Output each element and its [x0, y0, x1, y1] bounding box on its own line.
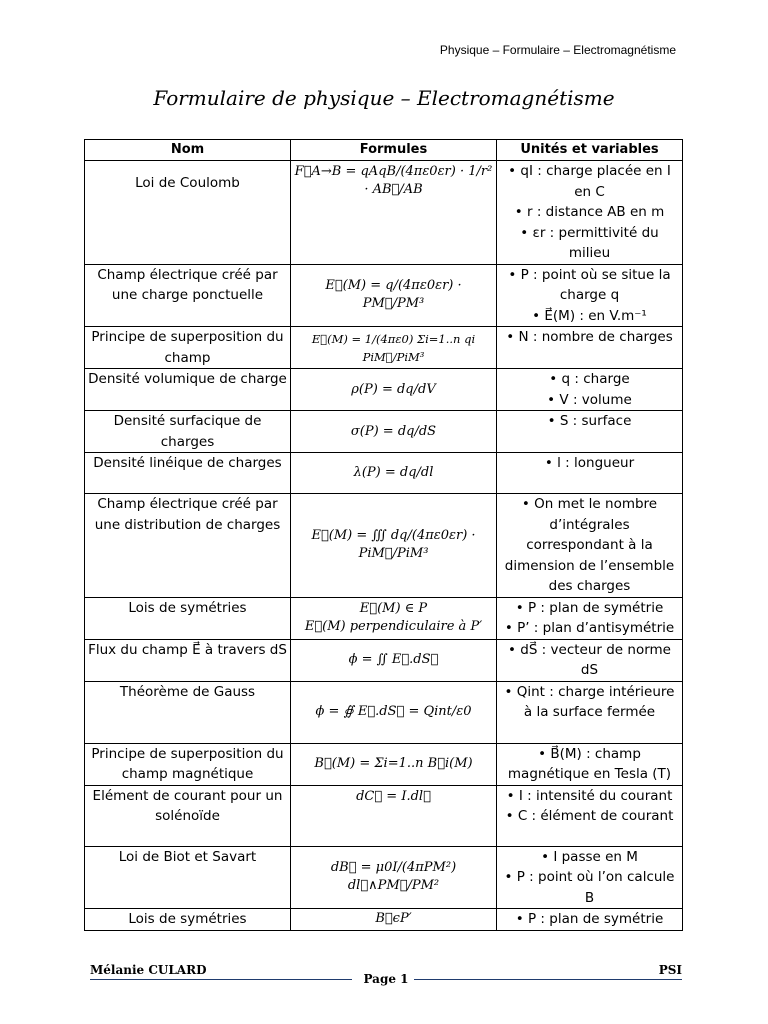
formula-line: E⃗(M) ∈ P — [359, 600, 428, 616]
table-row — [85, 453, 683, 494]
units-line: • r : distance AB en m — [514, 204, 665, 220]
footer-page-number: Page 1 — [363, 972, 409, 986]
formula-text: ρ(P) = dq/dV — [351, 381, 436, 397]
units-line: • P : plan de symétrie — [515, 599, 664, 616]
formula-text: B⃗(M) = Σi=1..n B⃗i(M) — [314, 756, 473, 771]
footer-author: Mélanie CULARD — [90, 963, 207, 977]
units-line: • Qint : charge intérieure à la surface fermée — [504, 683, 675, 720]
row-units — [497, 846, 683, 909]
formula-text: λ(P) = dq/dl — [353, 465, 434, 480]
row-name: Champ électrique créé par une charge ponctuelle — [85, 264, 291, 327]
table-row — [85, 909, 683, 931]
row-name: Densité surfacique de charges — [85, 411, 291, 453]
row-name: Théorème de Gauss — [85, 681, 291, 743]
row-units — [497, 909, 683, 931]
row-units — [497, 161, 683, 265]
units-line: • P : plan de symétrie — [515, 911, 664, 927]
units-line: • B⃗(M) : champ magnétique en Tesla (T) — [507, 745, 672, 782]
formula-table — [84, 139, 683, 931]
formula-text: ϕ = ∬ E⃗.dS⃗ — [348, 652, 439, 667]
units-line: • l : longueur — [544, 455, 635, 471]
table-row — [85, 369, 683, 411]
units-line: • εr : permittivité du milieu — [520, 224, 659, 261]
row-units — [497, 639, 683, 681]
row-formula — [291, 264, 497, 327]
row-units — [497, 369, 683, 411]
row-formula — [291, 743, 497, 785]
footer-class: PSI — [658, 963, 682, 977]
units-line: • On met le nombre d’intégrales correspondant à la dimension de l’ensemble des charges — [504, 496, 675, 594]
table-row — [85, 264, 683, 327]
row-units — [497, 494, 683, 598]
units-line: • I : intensité du courant — [506, 787, 673, 804]
footer-rule-right — [414, 979, 682, 980]
column-header-nom: Nom — [85, 140, 291, 161]
formula-text: E⃗(M) = q/(4πε0εr) · PM⃗/PM³ — [325, 278, 462, 312]
page-footer — [90, 963, 682, 993]
units-line: • V : volume — [547, 391, 632, 408]
row-formula — [291, 846, 497, 909]
table-row — [85, 494, 683, 598]
row-name: Loi de Coulomb — [85, 161, 291, 265]
table-row — [85, 785, 683, 846]
page-title: Formulaire de physique – Electromagnétisme — [153, 86, 615, 110]
units-line: • N : nombre de charges — [506, 329, 673, 345]
running-header: Physique – Formulaire – Electromagnétisme — [439, 43, 676, 57]
table-header-row — [85, 140, 683, 161]
row-name: Principe de superposition du champ — [85, 327, 291, 369]
row-formula — [291, 161, 497, 265]
row-name: Elément de courant pour un solénoïde — [85, 785, 291, 846]
formula-text: ϕ = ∯ E⃗.dS⃗ = Qint/ε0 — [315, 704, 472, 719]
row-units — [497, 411, 683, 453]
formula-text: E⃗(M) = ∭ dq/(4πε0εr) · PiM⃗/PiM³ — [311, 528, 476, 562]
row-formula — [291, 639, 497, 681]
row-units — [497, 743, 683, 785]
row-units — [497, 453, 683, 494]
table-row — [85, 639, 683, 681]
table-row — [85, 411, 683, 453]
row-units — [497, 327, 683, 369]
row-name: Flux du champ E⃗ à travers dS — [85, 639, 291, 681]
units-line: • C : élément de courant — [505, 808, 674, 824]
units-line: • P : point où l’on calcule B — [504, 869, 675, 906]
row-units — [497, 597, 683, 639]
table-row — [85, 597, 683, 639]
column-header-unites: Unités et variables — [497, 140, 683, 161]
units-line: • I passe en M — [541, 848, 638, 865]
table-row — [85, 743, 683, 785]
formula-text: dB⃗ = μ0I/(4πPM²) dl⃗∧PM⃗/PM² — [330, 860, 457, 894]
formula-line: E⃗(M) perpendiculaire à P′ — [304, 618, 483, 634]
row-name: Loi de Biot et Savart — [85, 846, 291, 909]
row-formula — [291, 369, 497, 411]
row-formula — [291, 411, 497, 453]
table-row — [85, 681, 683, 743]
column-header-formules: Formules — [291, 140, 497, 161]
row-formula — [291, 494, 497, 598]
table-row — [85, 161, 683, 265]
row-formula — [291, 681, 497, 743]
row-formula — [291, 597, 497, 639]
units-line: • dS⃗ : vecteur de norme dS — [508, 641, 671, 678]
table-row — [85, 846, 683, 909]
row-units — [497, 681, 683, 743]
units-line: • P : point où se situe la charge q — [508, 266, 671, 303]
row-name: Champ électrique créé par une distribution de charges — [85, 494, 291, 598]
formula-text: σ(P) = dq/dS — [350, 423, 437, 439]
units-line: • E⃗(M) : en V.m⁻¹ — [532, 307, 647, 324]
row-name: Principe de superposition du champ magnétique — [85, 743, 291, 785]
row-name: Densité volumique de charge — [85, 369, 291, 411]
formula-text: B⃗ϵP′ — [375, 911, 412, 927]
row-name: Densité linéique de charges — [85, 453, 291, 494]
row-formula — [291, 327, 497, 369]
formula-text: dC⃗ = I.dl⃗ — [356, 788, 431, 804]
formula-text: E⃗(M) = 1/(4πε0) Σi=1..n qi PiM⃗/PiM³ — [311, 331, 476, 364]
row-formula — [291, 785, 497, 846]
row-units — [497, 785, 683, 846]
row-name: Lois de symétries — [85, 597, 291, 639]
row-formula — [291, 909, 497, 931]
row-units — [497, 264, 683, 327]
units-line: • P’ : plan d’antisymétrie — [504, 620, 675, 636]
formula-text: F⃗A→B = qAqB/(4πε0εr) · 1/r² · AB⃗/AB — [294, 164, 493, 197]
table-row — [85, 327, 683, 369]
row-formula — [291, 453, 497, 494]
units-line: • qI : charge placée en I en C — [508, 163, 671, 200]
row-name: Lois de symétries — [85, 909, 291, 931]
units-line: • q : charge — [549, 371, 630, 387]
units-line: • S : surface — [547, 413, 632, 429]
